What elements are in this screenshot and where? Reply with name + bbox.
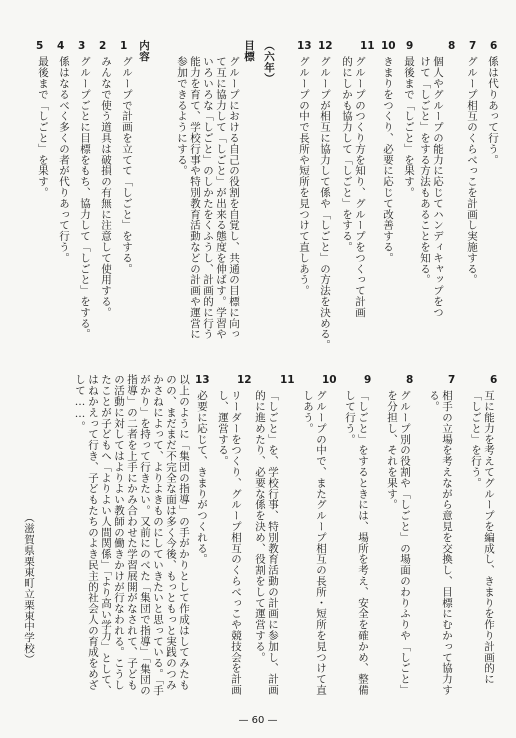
list-item: 相手の立場を考えながら意見を交換し、目標にむかって協力する。	[428, 390, 453, 696]
item-number: 9	[406, 40, 414, 52]
goal-text: グループにおける自己の役割を自覚し、共通の目標に向って互に協力して「しごと」が出来る態度を伸ばす。学習やいろいろな「しごと」のしかたをくふうし、計画的に行う能力を育て、学校行事や特別教育活動などの計画や運営に参加できるようにする。	[176, 56, 240, 340]
page-number: — 60 —	[238, 715, 278, 726]
list-item: グループの中で長所や短所を見つけて直しあう。	[298, 56, 310, 296]
list-item: グループが相互に協力して係や「しごと」の方法を決める。	[319, 56, 331, 351]
list-item: 最後まで「しごと」を果す。	[37, 56, 49, 198]
list-item: リーダーをつくり、グループ相互のくらべっこや競技会を計画し、運営する。	[217, 390, 242, 696]
item-number: 11	[360, 40, 375, 52]
item-number: 6	[490, 374, 498, 386]
school-attribution: （滋賀県栗東町立栗東中学校）	[23, 512, 35, 665]
list-item: グループで計画を立てて「しごと」をする。	[121, 56, 133, 274]
item-number: 13	[297, 40, 312, 52]
item-number: 6	[490, 40, 498, 52]
item-number: 8	[406, 374, 414, 386]
list-item: 個人やグループの能力に応じてハンディキャップをつけて「しごと」をする方法もあることを知る。	[419, 56, 444, 318]
grade-heading: （六年）	[263, 40, 275, 84]
list-item: みんなで使う道具は破損の有無に注意して使用する。	[100, 56, 112, 318]
item-number: 10	[322, 374, 337, 386]
item-number: 5	[36, 40, 44, 52]
list-item: 最後まで「しごと」を果す。	[403, 56, 415, 198]
item-number: 8	[448, 40, 456, 52]
list-item: 「しごと」を、学校行事、特別教育活動の計画に参加し、計画的に進めたり、必要な係を決め、役割をして運営する。	[254, 390, 279, 696]
list-item: 必要に応じて、きまりがつくれる。	[196, 390, 208, 565]
item-number: 11	[280, 374, 295, 386]
list-item: 係は代りあって行う。	[487, 56, 499, 165]
item-number: 2	[99, 40, 107, 52]
list-item: 互に能力を考えてグループを編成し、きまりを作り計画的に「しごと」を行う。	[470, 390, 495, 685]
content-heading: 内容	[138, 40, 150, 62]
item-number: 12	[318, 40, 333, 52]
list-item: グループごとに目標をもち、協力して「しごと」をする。	[79, 56, 91, 340]
list-item: 係はなるべく多くの者が代りあって行う。	[58, 56, 70, 264]
item-number: 7	[448, 374, 456, 386]
list-item: グループ相互のくらべっこを計画し実施する。	[466, 56, 478, 285]
item-number: 10	[381, 40, 396, 52]
item-number: 9	[364, 374, 372, 386]
conclusion-paragraph: 以上のように「集団の指導」の手がかりとして作成はしてみたものの、まだまだ不完全な面は多く今後、もっともっと実践のつみかさねによって、よりよきものにしていきたいと思っている。「手がかり」を持って行きたい。又前にのべた「集団で指導」「集団の指導」の二者を上手にかみ合わせた学習展開がなされて、子どもの活動に対してはよりよい教師の働きかけが行なわれる。こうしたことが子どもへ「よりよい人間関係」「より高い学力」として、はねかえって行き、子どもたちのよき民主的社会人の育成をめざして……。	[74, 374, 190, 696]
list-item: グループのつくり方を知り、グループをつくって計画的にしかも協力して「しごと」をする。	[341, 56, 366, 318]
item-number: 12	[237, 374, 252, 386]
list-item: 「しごと」をするときには、場所を考え、安全を確かめ、整備して行う。	[344, 390, 369, 696]
goal-heading: 目標	[243, 40, 255, 62]
item-number: 7	[469, 40, 477, 52]
list-item: きまりをつくり、必要に応じて改善する。	[382, 56, 394, 264]
item-number: 1	[120, 40, 128, 52]
item-number: 4	[57, 40, 65, 52]
item-number: 3	[78, 40, 86, 52]
item-number: 13	[195, 374, 210, 386]
list-item: グループの中で、またグループ相互の長所・短所を見つけて直しあう。	[302, 390, 327, 696]
list-item: グループ別の役割や「しごと」の場面のわりふりや「しごと」を分担し、それを果す。	[386, 390, 411, 696]
